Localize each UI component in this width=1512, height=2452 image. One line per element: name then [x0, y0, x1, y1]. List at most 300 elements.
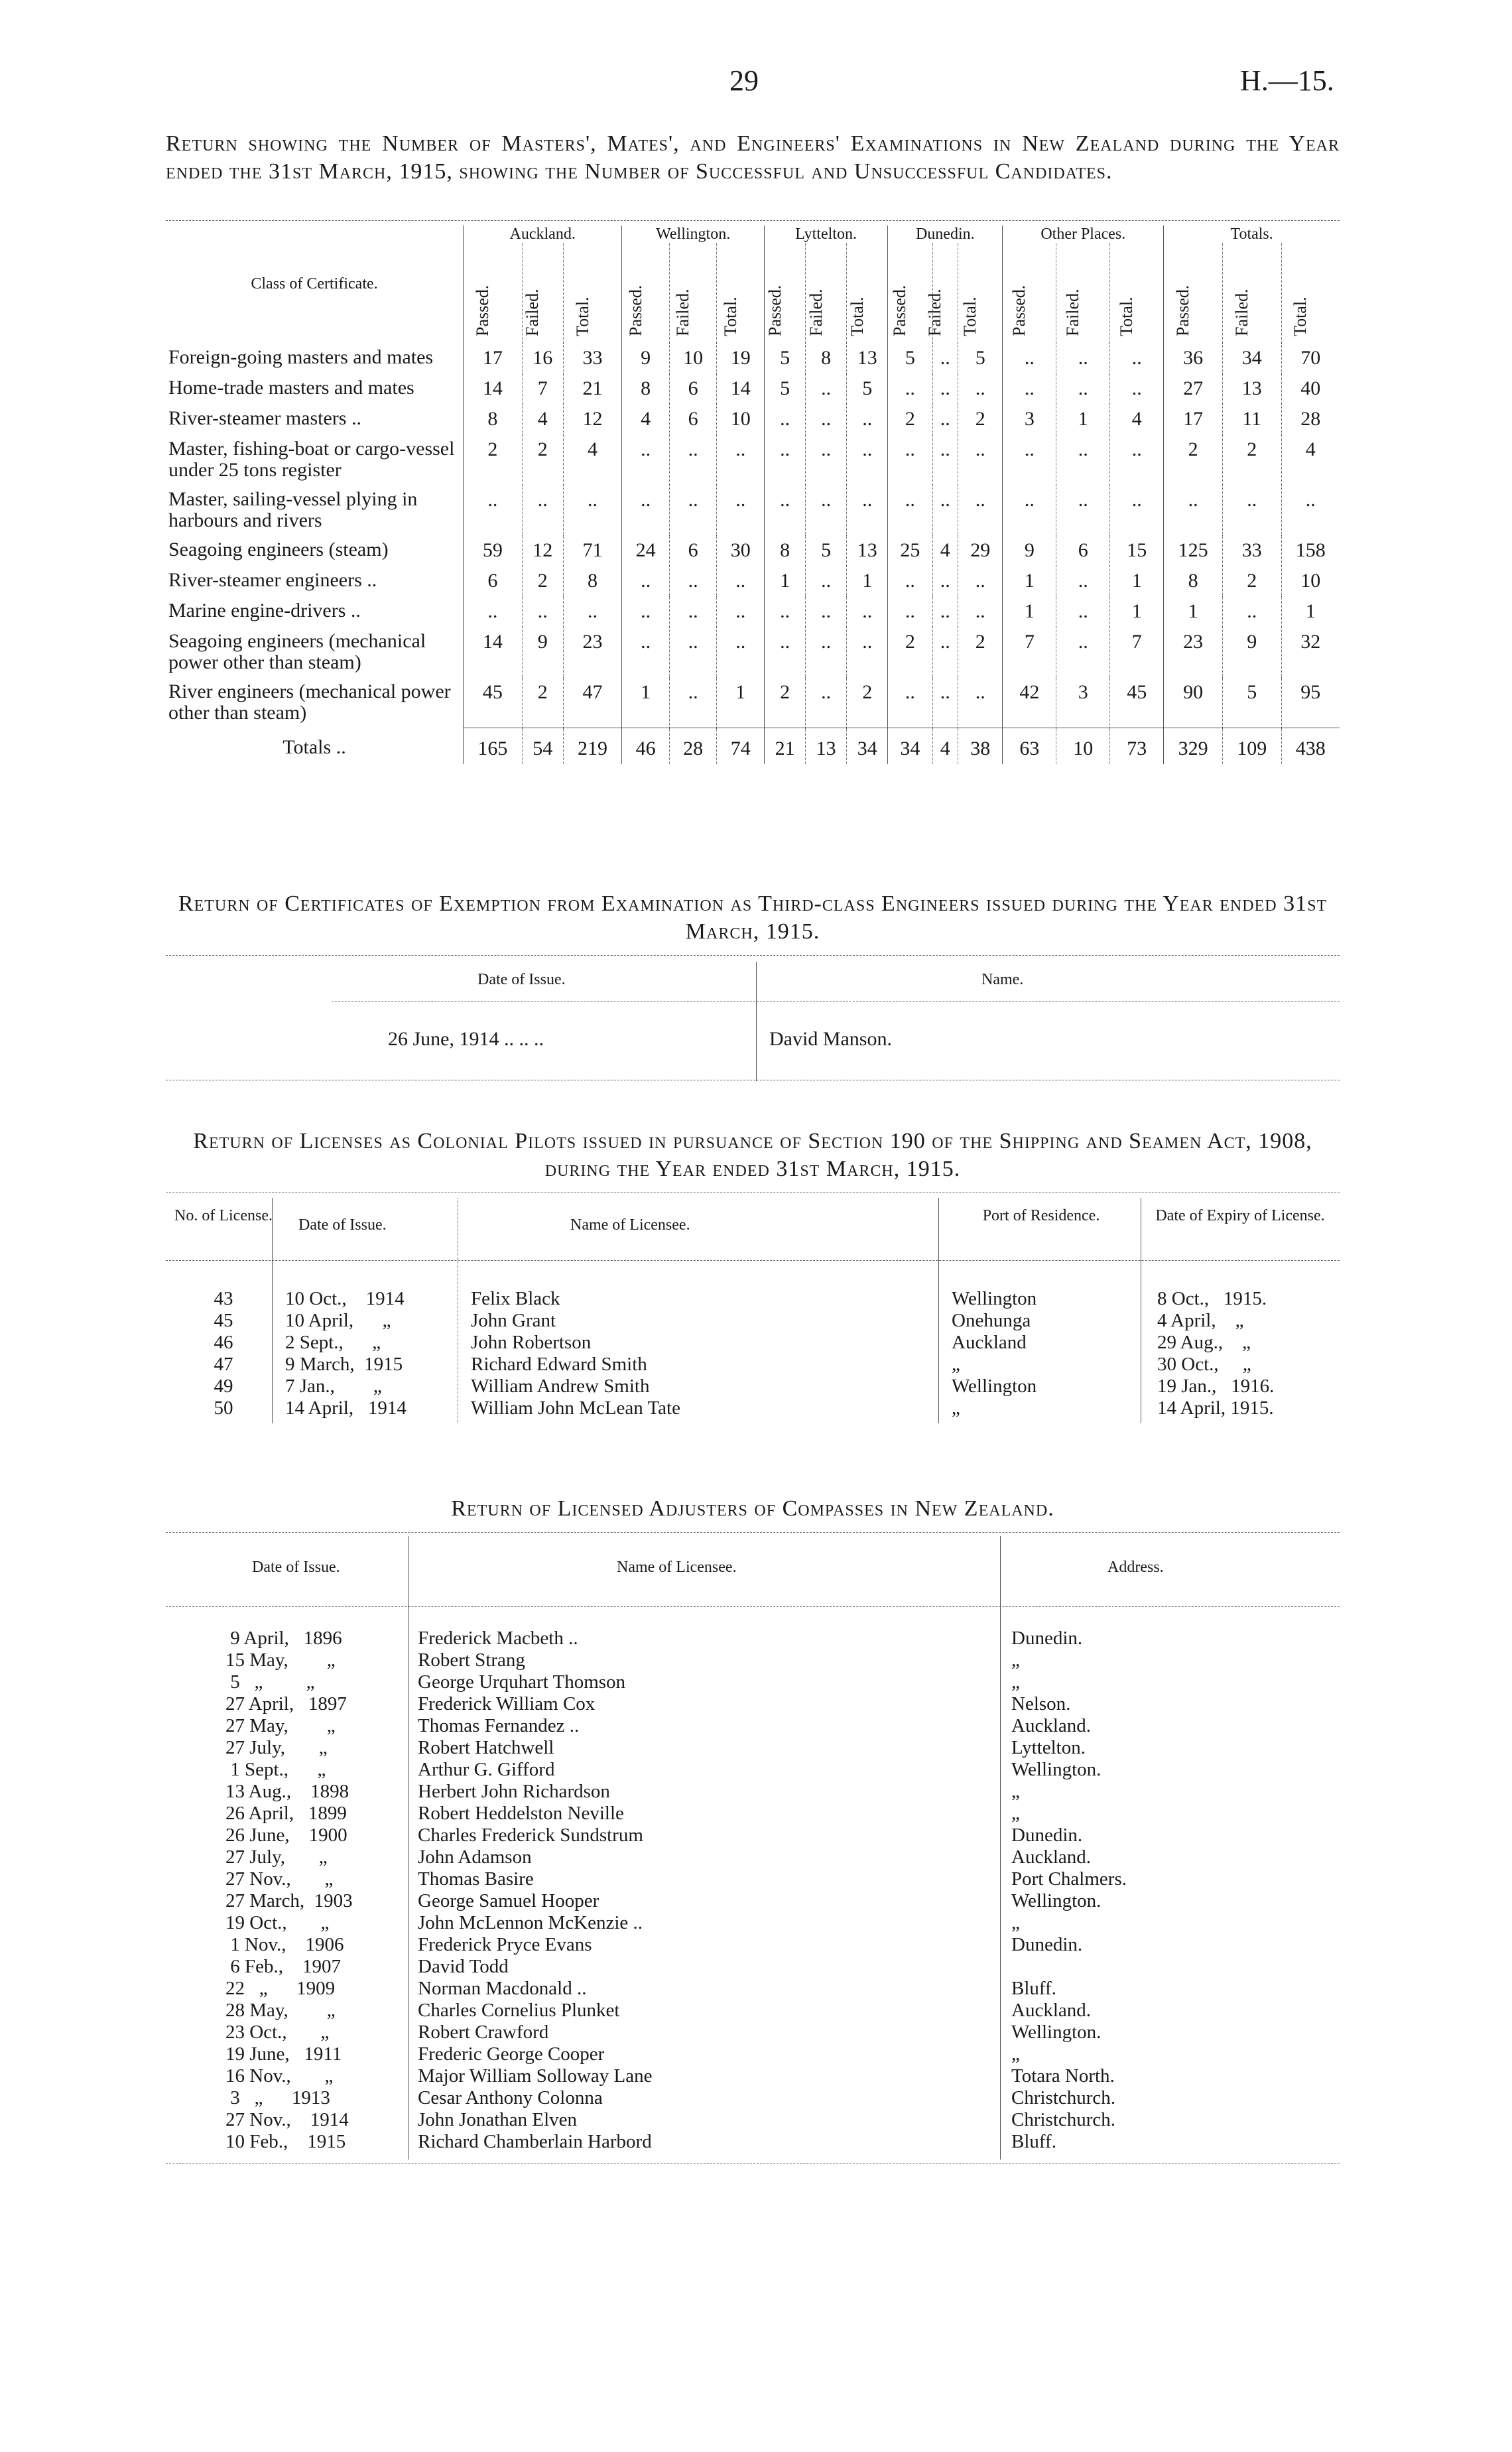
- licensee-name: George Samuel Hooper: [418, 1890, 599, 1911]
- data-cell: ..: [669, 627, 717, 677]
- port-of-residence: Wellington: [952, 1376, 1037, 1397]
- expiry-date: 19 Jan., 1916.: [1157, 1376, 1275, 1397]
- data-cell: 2: [888, 627, 932, 677]
- issue-date: 22 „ 1909: [225, 1978, 336, 1999]
- issue-date: 27 Nov., „: [225, 1868, 334, 1890]
- data-cell: ..: [669, 566, 717, 596]
- licensee-name: John Robertson: [471, 1332, 592, 1353]
- table-row: [166, 434, 1340, 485]
- data-cell: 6: [669, 404, 717, 434]
- data-cell: 4: [622, 404, 670, 434]
- data-cell: 1: [1003, 566, 1056, 596]
- data-cell: 2: [464, 434, 523, 485]
- licensee-name: Robert Strang: [418, 1649, 525, 1671]
- data-cell: 9: [1222, 627, 1281, 677]
- data-cell: ..: [1056, 434, 1110, 485]
- licensee-name: William John McLean Tate: [471, 1397, 680, 1419]
- data-cell: 32: [1281, 627, 1340, 677]
- licensee-name: George Urquhart Thomson: [418, 1671, 626, 1693]
- data-cell: 1: [1110, 566, 1164, 596]
- row-label: River-steamer engineers ..: [168, 569, 377, 591]
- data-cell: 329: [1164, 728, 1223, 764]
- address: Bluff.: [1011, 2131, 1056, 2152]
- data-cell: ..: [669, 434, 717, 485]
- data-cell: 1: [765, 566, 806, 596]
- row-label: Seagoing engineers (steam): [168, 539, 389, 560]
- data-cell: ..: [1056, 566, 1110, 596]
- issue-date: 19 Oct., „: [225, 1912, 330, 1933]
- subcol-label: Passed.: [765, 285, 785, 336]
- row-label: Marine engine-drivers ..: [168, 600, 361, 621]
- data-cell: 90: [1164, 677, 1223, 728]
- data-cell: ..: [522, 485, 563, 535]
- data-cell: 5: [847, 373, 888, 404]
- data-cell: 16: [522, 343, 563, 373]
- port-of-residence: Wellington: [952, 1288, 1037, 1309]
- data-cell: ..: [847, 404, 888, 434]
- issue-date: 10 Feb., 1915: [225, 2131, 346, 2152]
- issue-date: 26 April, 1899: [225, 1803, 347, 1824]
- subcol-header: [1281, 243, 1340, 343]
- data-cell: 74: [717, 728, 765, 764]
- row-label: River engineers (mechanical power other than steam): [168, 680, 451, 724]
- row-label: Foreign-going masters and mates: [168, 346, 434, 368]
- table-row: [166, 677, 1340, 728]
- data-cell: 4: [932, 535, 958, 566]
- adjusters-return-title: Return of Licensed Adjusters of Compasses in New Zealand.: [451, 1496, 1054, 1521]
- address: Totara North.: [1011, 2065, 1115, 2087]
- data-cell: 47: [563, 677, 622, 728]
- subcol-header: [1003, 243, 1056, 343]
- data-cell: 7: [1110, 627, 1164, 677]
- issue-date: 7 Jan., „: [285, 1376, 382, 1397]
- data-cell: 1: [1164, 596, 1223, 627]
- data-cell: 25: [888, 535, 932, 566]
- issue-date: 13 Aug., 1898: [225, 1781, 349, 1802]
- data-cell: 5: [765, 343, 806, 373]
- address: Port Chalmers.: [1011, 1868, 1127, 1890]
- subcol-label: Failed.: [673, 289, 693, 336]
- issue-date: 27 July, „: [225, 1846, 328, 1868]
- licensee-name: Arthur G. Gifford: [418, 1759, 555, 1780]
- data-cell: 36: [1164, 343, 1223, 373]
- subcol-label: Total.: [1117, 296, 1137, 336]
- data-cell: ..: [932, 485, 958, 535]
- issue-date: 19 June, 1911: [225, 2043, 342, 2065]
- data-cell: 59: [464, 535, 523, 566]
- address: Bluff.: [1011, 1978, 1056, 1999]
- subcol-label: Total.: [1291, 296, 1310, 336]
- data-cell: 219: [563, 728, 622, 764]
- licensee-name: Thomas Fernandez ..: [418, 1715, 580, 1736]
- data-cell: 1: [622, 677, 670, 728]
- license-number: 50: [214, 1397, 233, 1419]
- row-label: Master, fishing-boat or cargo-vessel under 25 tons register: [168, 438, 455, 481]
- data-cell: 13: [847, 343, 888, 373]
- data-cell: 8: [464, 404, 523, 434]
- data-cell: ..: [1056, 373, 1110, 404]
- data-cell: ..: [888, 566, 932, 596]
- data-cell: 21: [765, 728, 806, 764]
- expiry-date: 29 Aug., „: [1157, 1332, 1251, 1353]
- data-cell: ..: [717, 434, 765, 485]
- data-cell: ..: [464, 485, 523, 535]
- address: „: [1011, 1803, 1020, 1824]
- data-cell: ..: [1056, 343, 1110, 373]
- subcol-label: Total.: [572, 296, 592, 336]
- data-cell: 34: [888, 728, 932, 764]
- data-cell: ..: [932, 373, 958, 404]
- data-cell: 4: [932, 728, 958, 764]
- issue-date: 27 Nov., 1914: [225, 2109, 349, 2130]
- data-cell: ..: [888, 677, 932, 728]
- group-header: Wellington.: [622, 226, 765, 243]
- issue-date: 9 April, 1896: [225, 1628, 342, 1649]
- data-cell: 5: [806, 535, 847, 566]
- data-cell: 9: [522, 627, 563, 677]
- data-cell: ..: [932, 434, 958, 485]
- exam-return-title: Return showing the Number of Masters', Mates', and Engineers' Examinations in New Zealand during the Year ended the 31st March, 1915, showing the Number of Successful and Unsuccessful Candidates.: [166, 131, 1340, 184]
- data-cell: ..: [1056, 596, 1110, 627]
- port-of-residence: „: [952, 1354, 960, 1375]
- data-cell: 8: [1164, 566, 1223, 596]
- license-number: 43: [214, 1288, 233, 1309]
- data-cell: 33: [1222, 535, 1281, 566]
- data-cell: 17: [1164, 404, 1223, 434]
- data-cell: 30: [717, 535, 765, 566]
- group-header: Totals.: [1164, 226, 1340, 243]
- row-label: Home-trade masters and mates: [168, 377, 414, 399]
- data-cell: ..: [932, 627, 958, 677]
- data-cell: 27: [1164, 373, 1223, 404]
- data-cell: ..: [1003, 343, 1056, 373]
- licensee-name: Felix Black: [471, 1288, 560, 1309]
- license-number: 45: [214, 1310, 233, 1331]
- data-cell: 6: [669, 535, 717, 566]
- data-cell: 8: [806, 343, 847, 373]
- data-cell: ..: [806, 434, 847, 485]
- subcol-header: [958, 243, 1003, 343]
- licensee-name: Major William Solloway Lane: [418, 2065, 653, 2087]
- data-cell: 5: [765, 373, 806, 404]
- data-cell: ..: [765, 485, 806, 535]
- data-cell: 17: [464, 343, 523, 373]
- data-cell: ..: [806, 373, 847, 404]
- data-cell: 28: [1281, 404, 1340, 434]
- exemption-name: David Manson.: [769, 1028, 892, 1050]
- data-cell: 1: [1003, 596, 1056, 627]
- address: Dunedin.: [1011, 1628, 1083, 1649]
- subcol-label: Total.: [847, 296, 867, 336]
- data-cell: ..: [888, 485, 932, 535]
- data-cell: ..: [806, 596, 847, 627]
- port-of-residence: Onehunga: [952, 1310, 1031, 1331]
- data-cell: 2: [522, 677, 563, 728]
- data-cell: 4: [522, 404, 563, 434]
- data-cell: 3: [1056, 677, 1110, 728]
- subcol-header: [847, 243, 888, 343]
- licensee-name: William Andrew Smith: [471, 1376, 650, 1397]
- data-cell: 15: [1110, 535, 1164, 566]
- address: Wellington.: [1011, 1759, 1102, 1780]
- data-cell: 42: [1003, 677, 1056, 728]
- data-cell: ..: [522, 596, 563, 627]
- data-cell: 12: [563, 404, 622, 434]
- issue-date: 3 „ 1913: [225, 2087, 330, 2108]
- pilots-col-expiry: Date of Expiry of License.: [1155, 1207, 1325, 1224]
- issue-date: 5 „ „: [225, 1671, 315, 1693]
- port-of-residence: „: [952, 1397, 960, 1419]
- expiry-date: 8 Oct., 1915.: [1157, 1288, 1267, 1309]
- series-label: H.—15.: [1240, 64, 1334, 97]
- licensee-name: John McLennon McKenzie ..: [418, 1912, 643, 1933]
- data-cell: 4: [563, 434, 622, 485]
- subcol-label: Passed.: [1173, 285, 1193, 336]
- data-cell: 19: [717, 343, 765, 373]
- data-cell: 12: [522, 535, 563, 566]
- data-cell: ..: [1222, 485, 1281, 535]
- address: Lyttelton.: [1011, 1737, 1086, 1758]
- data-cell: ..: [669, 596, 717, 627]
- exemption-date: 26 June, 1914 .. .. ..: [388, 1028, 544, 1050]
- data-cell: ..: [717, 596, 765, 627]
- data-cell: 2: [1222, 434, 1281, 485]
- table-row: [166, 535, 1340, 566]
- issue-date: 28 May, „: [225, 2000, 336, 2021]
- issue-date: 16 Nov., „: [225, 2065, 334, 2087]
- pilots-col-no: No. of License.: [174, 1207, 273, 1224]
- data-cell: 10: [1056, 728, 1110, 764]
- adjusters-col-address: Address.: [1107, 1559, 1164, 1576]
- data-cell: 13: [847, 535, 888, 566]
- data-cell: 10: [717, 404, 765, 434]
- data-cell: 8: [765, 535, 806, 566]
- data-cell: ..: [669, 677, 717, 728]
- data-cell: ..: [622, 434, 670, 485]
- data-cell: 9: [1003, 535, 1056, 566]
- data-cell: 2: [522, 566, 563, 596]
- licensee-name: Norman Macdonald ..: [418, 1978, 587, 1999]
- data-cell: ..: [958, 596, 1003, 627]
- data-cell: ..: [669, 485, 717, 535]
- address: Wellington.: [1011, 2022, 1102, 2043]
- data-cell: 10: [669, 343, 717, 373]
- data-cell: ..: [717, 485, 765, 535]
- subcol-header: [1110, 243, 1164, 343]
- row-label: River-steamer masters ..: [168, 407, 361, 429]
- issue-date: 1 Sept., „: [225, 1759, 326, 1780]
- data-cell: 158: [1281, 535, 1340, 566]
- subcol-header: [806, 243, 847, 343]
- licensee-name: John Grant: [471, 1310, 556, 1331]
- data-cell: ..: [806, 627, 847, 677]
- pilots-return-title: Return of Licenses as Colonial Pilots issued in pursuance of Section 190 of the Shipping and Seamen Act, 1908, during the Year ended 31st March, 1915.: [193, 1129, 1312, 1181]
- data-cell: ..: [1110, 434, 1164, 485]
- issue-date: 27 July, „: [225, 1737, 328, 1758]
- data-cell: 7: [522, 373, 563, 404]
- issue-date: 6 Feb., 1907: [225, 1956, 341, 1977]
- data-cell: ..: [1222, 596, 1281, 627]
- issue-date: 9 March, 1915: [285, 1354, 403, 1375]
- group-header: Lyttelton.: [765, 226, 888, 243]
- table-row: [166, 627, 1340, 677]
- issue-date: 14 April, 1914: [285, 1397, 407, 1419]
- address: Auckland.: [1011, 1715, 1091, 1736]
- pilots-col-date: Date of Issue.: [298, 1216, 387, 1234]
- data-cell: 2: [1222, 566, 1281, 596]
- licensee-name: Thomas Basire: [418, 1868, 534, 1890]
- data-cell: 2: [847, 677, 888, 728]
- row-label: Master, sailing-vessel plying in harbours and rivers: [168, 488, 418, 531]
- licensee-name: Frederic George Cooper: [418, 2043, 605, 2065]
- subcol-header: [1164, 243, 1223, 343]
- subcol-label: Total.: [720, 296, 740, 336]
- data-cell: 46: [622, 728, 670, 764]
- address: Christchurch.: [1011, 2109, 1116, 2130]
- data-cell: ..: [847, 485, 888, 535]
- data-cell: 29: [958, 535, 1003, 566]
- exemption-col-date: Date of Issue.: [477, 971, 566, 988]
- data-cell: ..: [1003, 485, 1056, 535]
- data-cell: 11: [1222, 404, 1281, 434]
- issue-date: 10 Oct., 1914: [285, 1288, 405, 1309]
- data-cell: 73: [1110, 728, 1164, 764]
- data-cell: ..: [1056, 485, 1110, 535]
- data-cell: ..: [622, 566, 670, 596]
- data-cell: 2: [958, 404, 1003, 434]
- subcol-header: [563, 243, 622, 343]
- data-cell: 1: [1281, 596, 1340, 627]
- data-cell: ..: [958, 677, 1003, 728]
- data-cell: 24: [622, 535, 670, 566]
- licensee-name: Robert Crawford: [418, 2022, 549, 2043]
- data-cell: ..: [806, 566, 847, 596]
- address: „: [1011, 2043, 1020, 2065]
- data-cell: 6: [464, 566, 523, 596]
- data-cell: ..: [932, 343, 958, 373]
- address: Auckland.: [1011, 2000, 1091, 2021]
- table-row: [166, 566, 1340, 596]
- licensee-name: Richard Chamberlain Harbord: [418, 2131, 652, 2152]
- address: „: [1011, 1781, 1020, 1802]
- subcol-label: Failed.: [1231, 289, 1251, 336]
- data-cell: ..: [765, 627, 806, 677]
- issue-date: 1 Nov., 1906: [225, 1934, 344, 1955]
- subcol-header: [765, 243, 806, 343]
- data-cell: 38: [958, 728, 1003, 764]
- subcol-label: Passed.: [625, 285, 645, 336]
- data-cell: ..: [622, 596, 670, 627]
- data-cell: 1: [1056, 404, 1110, 434]
- issue-date: 26 June, 1900: [225, 1825, 347, 1846]
- issue-date: 10 April, „: [285, 1310, 391, 1331]
- data-cell: ..: [932, 566, 958, 596]
- data-cell: 5: [958, 343, 1003, 373]
- data-cell: 5: [888, 343, 932, 373]
- licensee-name: Cesar Anthony Colonna: [418, 2087, 603, 2108]
- data-cell: ..: [888, 596, 932, 627]
- data-cell: ..: [888, 373, 932, 404]
- data-cell: 70: [1281, 343, 1340, 373]
- data-cell: ..: [717, 627, 765, 677]
- data-cell: 438: [1281, 728, 1340, 764]
- subcol-header: [717, 243, 765, 343]
- data-cell: 23: [1164, 627, 1223, 677]
- subcol-header: [522, 243, 563, 343]
- licensee-name: Robert Hatchwell: [418, 1737, 554, 1758]
- subcol-label: Total.: [960, 296, 980, 336]
- exemption-col-name: Name.: [981, 971, 1024, 988]
- data-cell: 7: [1003, 627, 1056, 677]
- expiry-date: 14 April, 1915.: [1157, 1397, 1274, 1419]
- subcol-header: [622, 243, 670, 343]
- data-cell: ..: [622, 485, 670, 535]
- data-cell: 1: [847, 566, 888, 596]
- subcol-label: Failed.: [523, 289, 542, 336]
- data-cell: 13: [1222, 373, 1281, 404]
- table-row: [166, 343, 1340, 373]
- address: Nelson.: [1011, 1693, 1071, 1714]
- licensee-name: Robert Heddelston Neville: [418, 1803, 624, 1824]
- data-cell: ..: [1110, 485, 1164, 535]
- subcol-header: [1056, 243, 1110, 343]
- licensee-name: Charles Frederick Sundstrum: [418, 1825, 643, 1846]
- expiry-date: 4 April, „: [1157, 1310, 1244, 1331]
- data-cell: 2: [958, 627, 1003, 677]
- data-cell: 10: [1281, 566, 1340, 596]
- group-header: Other Places.: [1003, 226, 1164, 243]
- table-row: [166, 404, 1340, 434]
- data-cell: 4: [1110, 404, 1164, 434]
- issue-date: 23 Oct., „: [225, 2022, 330, 2043]
- data-cell: 33: [563, 343, 622, 373]
- licensee-name: John Jonathan Elven: [418, 2109, 578, 2130]
- adjusters-col-name: Name of Licensee.: [617, 1559, 737, 1576]
- data-cell: 21: [563, 373, 622, 404]
- subcol-label: Passed.: [890, 285, 910, 336]
- data-cell: 2: [888, 404, 932, 434]
- data-cell: 2: [765, 677, 806, 728]
- data-cell: 34: [847, 728, 888, 764]
- data-cell: ..: [1281, 485, 1340, 535]
- data-cell: ..: [464, 596, 523, 627]
- licensee-name: Frederick Macbeth ..: [418, 1628, 578, 1649]
- data-cell: 9: [622, 343, 670, 373]
- address: Dunedin.: [1011, 1934, 1083, 1955]
- pilots-col-name: Name of Licensee.: [570, 1216, 690, 1234]
- address: „: [1011, 1671, 1020, 1693]
- address: Dunedin.: [1011, 1825, 1083, 1846]
- data-cell: 109: [1222, 728, 1281, 764]
- address: Auckland.: [1011, 1846, 1091, 1868]
- licensee-name: Frederick William Cox: [418, 1693, 596, 1714]
- data-cell: ..: [1003, 373, 1056, 404]
- address: „: [1011, 1912, 1020, 1933]
- licensee-name: Richard Edward Smith: [471, 1354, 647, 1375]
- table-row: [166, 596, 1340, 627]
- subcol-label: Failed.: [1063, 289, 1083, 336]
- licensee-name: John Adamson: [418, 1846, 532, 1868]
- data-cell: 4: [1281, 434, 1340, 485]
- data-cell: 23: [563, 627, 622, 677]
- data-cell: 2: [522, 434, 563, 485]
- row-label: Totals ..: [283, 736, 346, 758]
- issue-date: 15 May, „: [225, 1649, 336, 1671]
- data-cell: ..: [958, 434, 1003, 485]
- data-cell: ..: [847, 434, 888, 485]
- subcol-label: Failed.: [925, 289, 945, 336]
- data-cell: 125: [1164, 535, 1223, 566]
